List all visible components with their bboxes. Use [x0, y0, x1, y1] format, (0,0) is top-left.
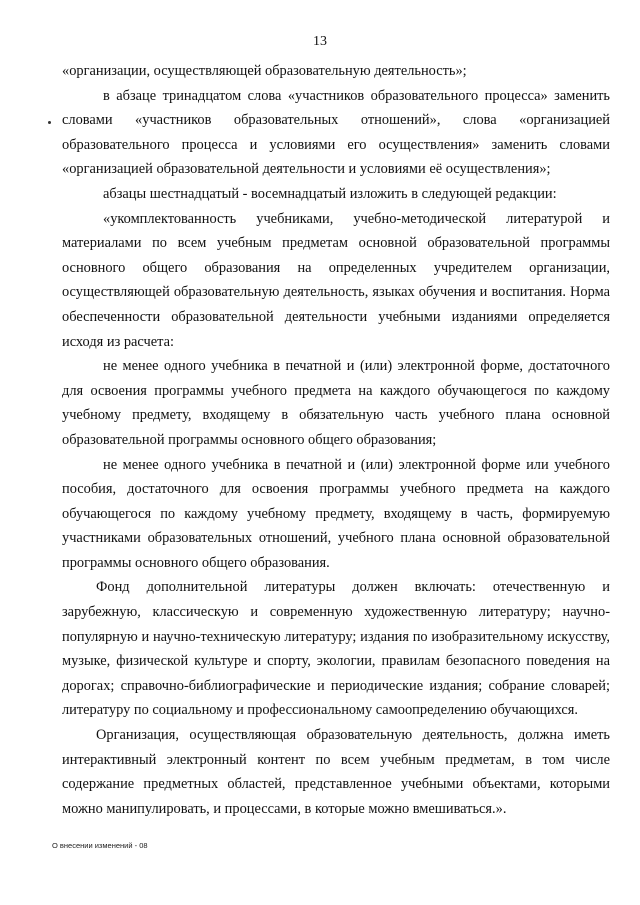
- paragraph-2: в абзаце тринадцатом слова «участников образовательного процесса» заменить словами «участников образовательных отношений», слова «организацией образовательного процесса и условиями его осуществления» заменить словами «организацией образовательной деятельности и условиями её осуществления»;: [62, 87, 610, 178]
- paragraph-7: Фонд дополнительной литературы должен включать: отечественную и зарубежную, классическую и современную художественную литературу; научно-популярную и научно-техническую литературу; издания по изобразительному искусству, музыке, физической культуре и спорту, экологии, правилам безопасного поведения на дорогах; справочно-библиографические и периодические издания; собрание словарей; литературу по социальному и профессиональному самоопределению обучающихся.: [62, 579, 610, 719]
- paragraph-6: не менее одного учебника в печатной и (или) электронной форме или учебного пособия, достаточного для освоения программы учебного предмета на каждого обучающегося по каждому учебному предмету, входящему в часть, формируемую участниками образовательных отношений, учебного плана основной образовательной программы основного общего образования.: [62, 456, 610, 571]
- paragraph-3: абзацы шестнадцатый - восемнадцатый изложить в следующей редакции:: [103, 185, 557, 202]
- paragraph-1: «организации, осуществляющей образовательную деятельность»;: [62, 63, 467, 79]
- footer-note: О внесении изменений - 08: [52, 841, 148, 850]
- margin-mark: [48, 121, 51, 124]
- document-body: [62, 59, 610, 821]
- paragraph-8: Организация, осуществляющая образовательную деятельность, должна иметь интерактивный электронный контент по всем учебным предметам, в том числе содержание предметных областей, представленное учебными объектами, которыми можно манипулировать, и процессами, в которые можно вмешиваться.».: [62, 727, 610, 817]
- paragraph-4: «укомплектованность учебниками, учебно-методической литературой и материалами по всем учебным предметам основной образовательной программы основного общего образования на определенных учредителем организации, осуществляющей образовательную деятельность, языках обучения и воспитания. Норма обеспеченности образовательной деятельности учебными изданиями определяется исходя из расчета:: [62, 210, 610, 350]
- page-number: 13: [313, 34, 327, 49]
- paragraph-5: не менее одного учебника в печатной и (или) электронной форме, достаточного для освоения программы учебного предмета на каждого обучающегося по каждому учебному предмету, входящему в обязательную часть учебного плана основной образовательной программы основного общего образования;: [62, 358, 610, 448]
